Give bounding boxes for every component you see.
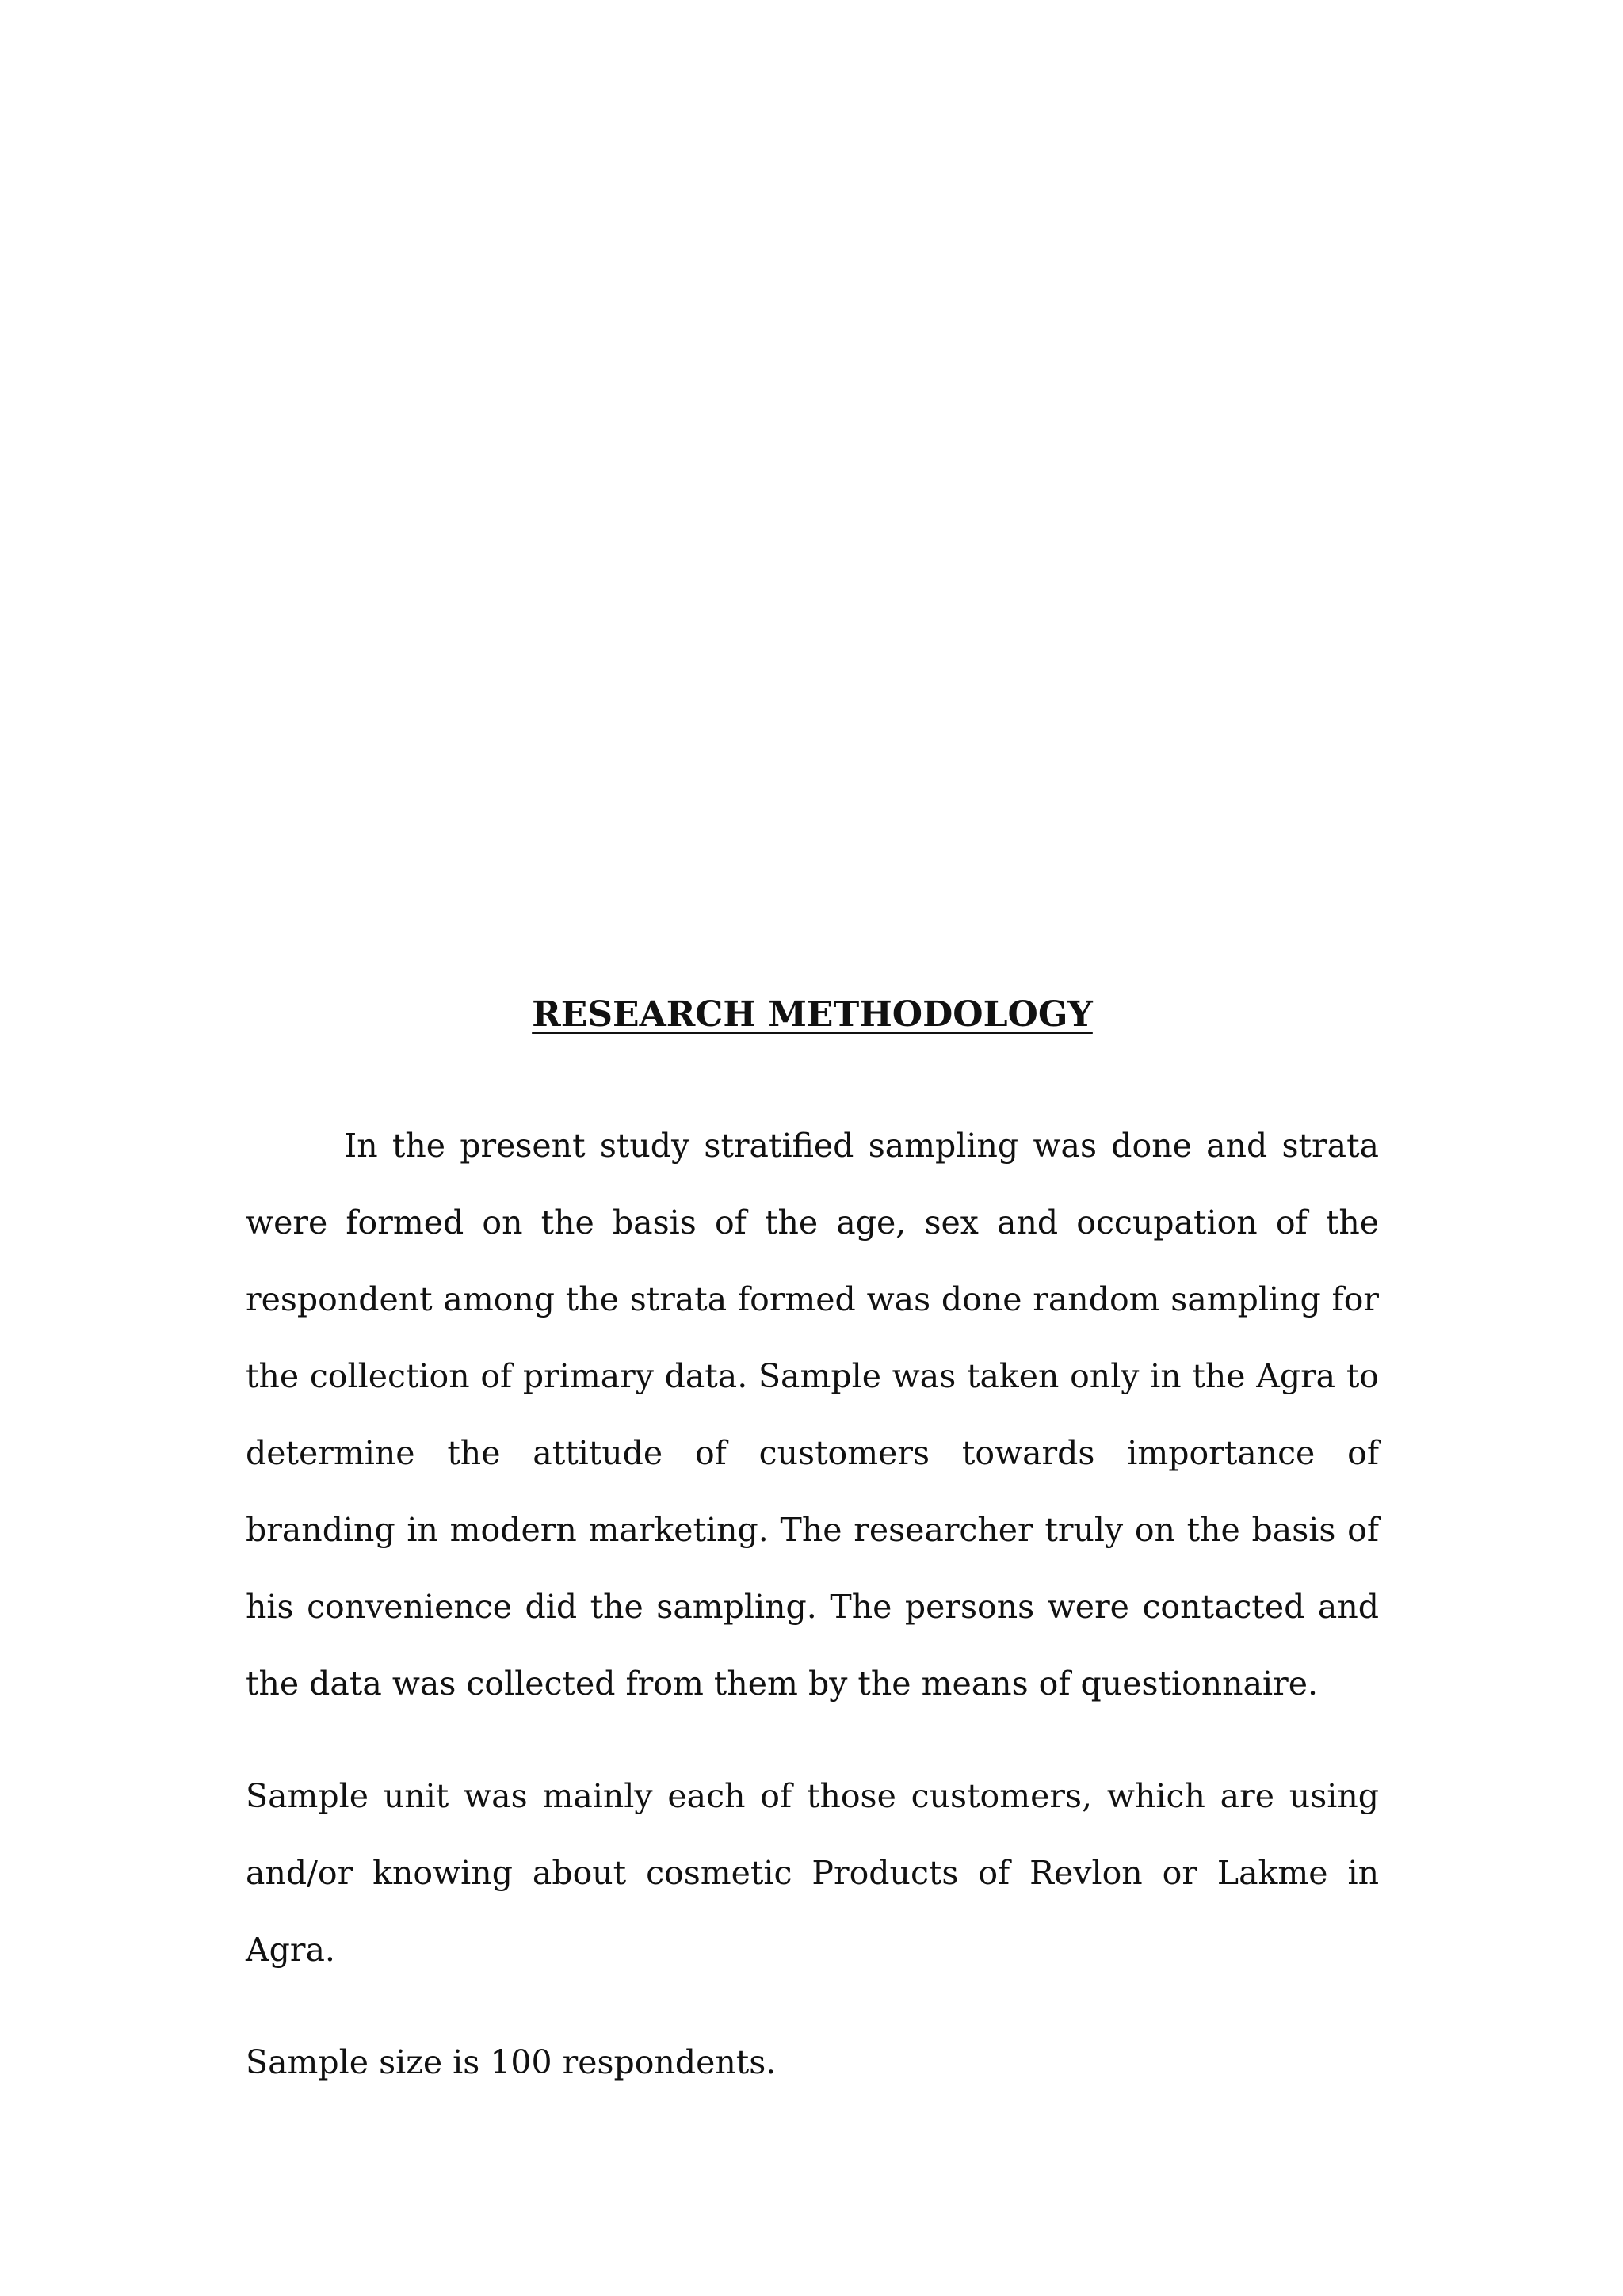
paragraph-sample-unit: Sample unit was mainly each of those customers, which are using and/or knowing about cosmetic Products of Revlon or Lakme in Agra. bbox=[246, 1776, 1379, 1969]
paragraph-sampling-method: In the present study stratified sampling was done and strata were formed on the basis of the age, sex and occupation of the respondent among the strata formed was done random sampling for the collection of primary data. Sample was taken only in the Agra to determine the attitude of customers towards importance of branding in modern marketing. The researcher truly on the basis of his convenience did the sampling. The persons were contacted and the data was collected from them by the means of questionnaire. bbox=[246, 1126, 1379, 1703]
page-title: RESEARCH METHODOLOGY bbox=[532, 994, 1093, 1035]
paragraph-sample-size: Sample size is 100 respondents. bbox=[246, 2042, 777, 2081]
document-body bbox=[246, 994, 1379, 2101]
